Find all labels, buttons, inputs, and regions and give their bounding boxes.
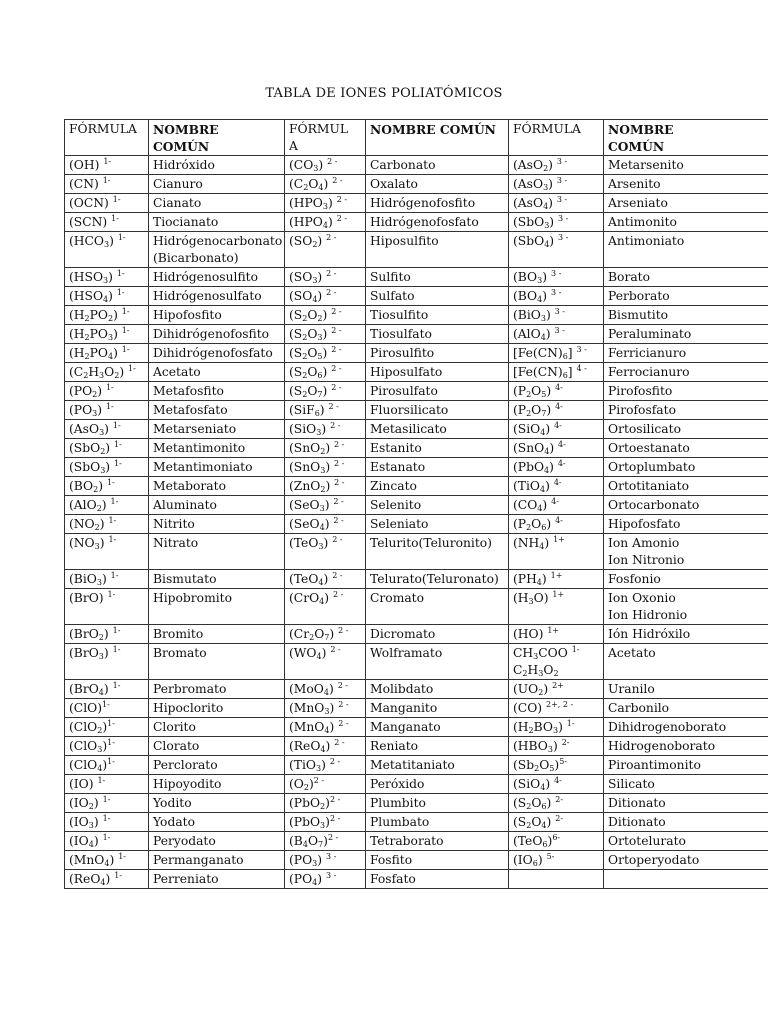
formula-cell: $(HCO_3)$ $^{1-}$: [65, 232, 149, 268]
name-cell: Hidrogenoborato: [604, 737, 768, 756]
formula-cell: $[Fe(CN)_6]$ $^{4 -}$: [509, 363, 604, 382]
formula-cell: $(S_2O_5)$ $^{2 -}$: [285, 344, 366, 363]
name-cell: Wolframato: [366, 644, 509, 680]
name-cell: Dihidrogenoborato: [604, 718, 768, 737]
table-row: [65, 287, 768, 306]
formula-cell: (SnO$_2$) $^{2 -}$: [285, 439, 366, 458]
header-row: [65, 120, 768, 156]
name-cell: Hipobromito: [149, 589, 285, 625]
name-cell: Dihidrógenofosfato: [149, 344, 285, 363]
name-cell: Hipoclorito: [149, 699, 285, 718]
header-name-3: NOMBRE COMÚN: [604, 120, 768, 156]
formula-cell: $(CO_4)$ $^{4-}$: [509, 496, 604, 515]
formula-cell: $(C_2O_4)$ $^{2 -}$: [285, 175, 366, 194]
formula-cell: $(SO_3)$ $^{2 -}$: [285, 268, 366, 287]
formula-cell: $(BO_4)$ $^{3 -}$: [509, 287, 604, 306]
formula-cell: (SiO$_3$) $^{2 -}$: [285, 420, 366, 439]
name-cell: Manganato: [366, 718, 509, 737]
formula-cell: (SbO$_3$) $^{3 -}$: [509, 213, 604, 232]
formula-cell: (BrO) $^{1-}$: [65, 589, 149, 625]
formula-cell: (AsO$_3$) $^{1-}$: [65, 420, 149, 439]
name-cell: Bismutato: [149, 570, 285, 589]
formula-cell: (ClO)$^{1-}$: [65, 699, 149, 718]
formula-cell: $(PbO_2)^{2 -}$: [285, 794, 366, 813]
formula-cell: $(ClO_3)^{1-}$: [65, 737, 149, 756]
formula-cell: (SnO$_4$) $^{4-}$: [509, 439, 604, 458]
formula-cell: (OCN) $^{1-}$: [65, 194, 149, 213]
name-cell: Yodato: [149, 813, 285, 832]
formula-cell: (BiO$_3$) $^{3 -}$: [509, 306, 604, 325]
name-cell: Metantimoniato: [149, 458, 285, 477]
formula-cell: [509, 870, 604, 889]
formula-cell: (ZnO$_2$) $^{2 -}$: [285, 477, 366, 496]
name-cell: Bismutito: [604, 306, 768, 325]
formula-cell: $(H_3O)$ $^{1+}$: [509, 589, 604, 625]
formula-cell: $(H_2PO_2)$ $^{1-}$: [65, 306, 149, 325]
name-cell: Aluminato: [149, 496, 285, 515]
name-cell: Metatitaniato: [366, 756, 509, 775]
formula-cell: $(S_2O_7)$ $^{2 -}$: [285, 382, 366, 401]
name-cell: Metarsenito: [604, 156, 768, 175]
page-title: TABLA DE IONES POLIATÓMICOS: [265, 86, 503, 101]
name-cell: Sulfato: [366, 287, 509, 306]
formula-cell: $(HSO_4)$ $^{1-}$: [65, 287, 149, 306]
table-row: [65, 458, 768, 477]
table-row: [65, 401, 768, 420]
formula-cell: $(S_2O_4)$ $^{2-}$: [509, 813, 604, 832]
name-cell: Peraluminato: [604, 325, 768, 344]
formula-cell: (OH) $^{1-}$: [65, 156, 149, 175]
name-cell: Ortocarbonato: [604, 496, 768, 515]
formula-cell: (ReO$_4$) $^{2 -}$: [285, 737, 366, 756]
table-row: [65, 496, 768, 515]
formula-cell: (HO) $^{1+}$: [509, 625, 604, 644]
formula-cell: (MnO$_3$) $^{2 -}$: [285, 699, 366, 718]
name-cell: Metantimonito: [149, 439, 285, 458]
name-cell: Ferricianuro: [604, 344, 768, 363]
formula-cell: (AsO$_4$) $^{3 -}$: [509, 194, 604, 213]
formula-cell: $(ClO_2)^{1-}$: [65, 718, 149, 737]
name-cell: Cromato: [366, 589, 509, 625]
table-row: [65, 477, 768, 496]
table-row: [65, 363, 768, 382]
name-cell: Cianuro: [149, 175, 285, 194]
name-cell: Tiosulfato: [366, 325, 509, 344]
formula-cell: (SiO$_4$) $^{4-}$: [509, 420, 604, 439]
name-cell: Acetato: [604, 644, 768, 680]
name-cell: Hipofosfito: [149, 306, 285, 325]
formula-cell: $(TeO_6)^{6-}$: [509, 832, 604, 851]
formula-cell: $(P_2O_6)$ $^{4-}$: [509, 515, 604, 534]
formula-cell: $(IO_4)$ $^{1-}$: [65, 832, 149, 851]
table-row: [65, 420, 768, 439]
formula-cell: $(SO_4)$ $^{2 -}$: [285, 287, 366, 306]
name-cell: Fosfonio: [604, 570, 768, 589]
formula-cell: $(IO_6)$ $^{5-}$: [509, 851, 604, 870]
name-cell: Selenito: [366, 496, 509, 515]
formula-cell: $(H_2BO_3)$ $^{1-}$: [509, 718, 604, 737]
formula-cell: (ReO$_4$) $^{1-}$: [65, 870, 149, 889]
formula-cell: $(PO_3)$ $^{3 -}$: [285, 851, 366, 870]
table-row: [65, 589, 768, 625]
name-cell: Hiposulfito: [366, 232, 509, 268]
name-cell: Antimonito: [604, 213, 768, 232]
header-name-1: NOMBRE COMÚN: [149, 120, 285, 156]
name-cell: Hidrógenosulfato: [149, 287, 285, 306]
table-row: [65, 832, 768, 851]
formula-cell: (CO) $^{2+, 2 -}$: [509, 699, 604, 718]
formula-cell: $(H_2PO_3)$ $^{1-}$: [65, 325, 149, 344]
formula-cell: (BrO$_4$) $^{1-}$: [65, 680, 149, 699]
name-cell: Nitrato: [149, 534, 285, 570]
name-cell: Ditionato: [604, 813, 768, 832]
table-row: [65, 718, 768, 737]
table-row: [65, 175, 768, 194]
name-cell: Ion Amonio Ion Nitronio: [604, 534, 768, 570]
name-cell: Yodito: [149, 794, 285, 813]
name-cell: Dihidrógenofosfito: [149, 325, 285, 344]
name-cell: Uranilo: [604, 680, 768, 699]
formula-cell: (AsO$_3$) $^{3 -}$: [509, 175, 604, 194]
table-row: [65, 515, 768, 534]
table-row: [65, 870, 768, 889]
formula-cell: (TeO$_3$) $^{2 -}$: [285, 534, 366, 570]
formula-cell: (BiO$_3$) $^{1-}$: [65, 570, 149, 589]
name-cell: Estanito: [366, 439, 509, 458]
name-cell: Pirosulfato: [366, 382, 509, 401]
name-cell: Ortoperyodato: [604, 851, 768, 870]
formula-cell: (TeO$_4$) $^{2 -}$: [285, 570, 366, 589]
formula-cell: $(Cr_2O_7)$ $^{2 -}$: [285, 625, 366, 644]
formula-cell: (SiO$_4$) $^{4-}$: [509, 775, 604, 794]
formula-cell: (SCN) $^{1-}$: [65, 213, 149, 232]
formula-cell: (BrO$_3$) $^{1-}$: [65, 644, 149, 680]
formula-cell: (AlO$_2$) $^{1-}$: [65, 496, 149, 515]
formula-cell: $(NH_4)$ $^{1+}$: [509, 534, 604, 570]
table-row: [65, 268, 768, 287]
header-formula-2: FÓRMUL A: [285, 120, 366, 156]
formula-cell: $(SO_2)$ $^{2 -}$: [285, 232, 366, 268]
formula-cell: $(UO_2)$ $^{2+}$: [509, 680, 604, 699]
name-cell: Permanganato: [149, 851, 285, 870]
table-row: [65, 794, 768, 813]
name-cell: Clorito: [149, 718, 285, 737]
formula-cell: $(S_2O_2)$ $^{2 -}$: [285, 306, 366, 325]
formula-cell: $(CO_3)$ $^{2 -}$: [285, 156, 366, 175]
formula-cell: (CN) $^{1-}$: [65, 175, 149, 194]
name-cell: Ortoplumbato: [604, 458, 768, 477]
table-row: [65, 439, 768, 458]
table-row: [65, 306, 768, 325]
formula-cell: (MnO$_4$) $^{1-}$: [65, 851, 149, 870]
name-cell: Nitrito: [149, 515, 285, 534]
table-row: [65, 194, 768, 213]
formula-cell: $(PO_2)$ $^{1-}$: [65, 382, 149, 401]
name-cell: Plumbato: [366, 813, 509, 832]
table-row: [65, 813, 768, 832]
formula-cell: $(Sb_2O_5)^{5-}$: [509, 756, 604, 775]
formula-cell: $(HPO_4)$ $^{2 -}$: [285, 213, 366, 232]
table-row: [65, 851, 768, 870]
name-cell: Ortotelurato: [604, 832, 768, 851]
formula-cell: $(IO_3)$ $^{1-}$: [65, 813, 149, 832]
name-cell: Fosfito: [366, 851, 509, 870]
table-row: [65, 344, 768, 363]
table-row: [65, 699, 768, 718]
header-formula-1: FÓRMULA: [65, 120, 149, 156]
formula-cell: (SbO$_4$) $^{3 -}$: [509, 232, 604, 268]
name-cell: Pirosulfito: [366, 344, 509, 363]
table-row: [65, 737, 768, 756]
formula-cell: (BrO$_2$) $^{1-}$: [65, 625, 149, 644]
name-cell: Metarseniato: [149, 420, 285, 439]
name-cell: Telurato(Teluronato): [366, 570, 509, 589]
formula-cell: (SbO$_2$) $^{1-}$: [65, 439, 149, 458]
name-cell: Ditionato: [604, 794, 768, 813]
name-cell: Acetato: [149, 363, 285, 382]
name-cell: Ortosilicato: [604, 420, 768, 439]
name-cell: Perreniato: [149, 870, 285, 889]
formula-cell: $CH_3COO$ $^{1-}$ $C_2H_3O_2$: [509, 644, 604, 680]
name-cell: Metasilicato: [366, 420, 509, 439]
name-cell: Hidrógenocarbonato (Bicarbonato): [149, 232, 285, 268]
formula-cell: $(HPO_3)$ $^{2 -}$: [285, 194, 366, 213]
formula-cell: $(PH_4)$ $^{1+}$: [509, 570, 604, 589]
formula-cell: $(PO_3)$ $^{1-}$: [65, 401, 149, 420]
table-row: [65, 570, 768, 589]
name-cell: Plumbito: [366, 794, 509, 813]
formula-cell: $(C_2H_3O_2)$ $^{1-}$: [65, 363, 149, 382]
name-cell: Peróxido: [366, 775, 509, 794]
table-row: [65, 775, 768, 794]
formula-cell: (IO) $^{1-}$: [65, 775, 149, 794]
name-cell: Tetraborato: [366, 832, 509, 851]
name-cell: Metafosfito: [149, 382, 285, 401]
formula-cell: (MnO$_4$) $^{2 -}$: [285, 718, 366, 737]
name-cell: Ión Hidróxilo: [604, 625, 768, 644]
name-cell: [604, 870, 768, 889]
formula-cell: (PbO$_4$) $^{4-}$: [509, 458, 604, 477]
formula-cell: (SeO$_4$) $^{2 -}$: [285, 515, 366, 534]
formula-cell: $(BO_2)$ $^{1-}$: [65, 477, 149, 496]
name-cell: Hipofosfato: [604, 515, 768, 534]
name-cell: Zincato: [366, 477, 509, 496]
name-cell: Oxalato: [366, 175, 509, 194]
formula-cell: $(PbO_3)^{2 -}$: [285, 813, 366, 832]
table-row: [65, 534, 768, 570]
formula-cell: $[Fe(CN)_6]$ $^{3 -}$: [509, 344, 604, 363]
name-cell: Ortoestanato: [604, 439, 768, 458]
name-cell: Silicato: [604, 775, 768, 794]
name-cell: Estanato: [366, 458, 509, 477]
name-cell: Clorato: [149, 737, 285, 756]
name-cell: Perbromato: [149, 680, 285, 699]
name-cell: Manganito: [366, 699, 509, 718]
table-row: [65, 756, 768, 775]
name-cell: Hidrógenosulfito: [149, 268, 285, 287]
name-cell: Antimoniato: [604, 232, 768, 268]
name-cell: Hidrógenofosfito: [366, 194, 509, 213]
formula-cell: $(P_2O_7)$ $^{4-}$: [509, 401, 604, 420]
header-formula-3: FÓRMULA: [509, 120, 604, 156]
name-cell: Carbonato: [366, 156, 509, 175]
formula-cell: (SiF$_6$) $^{2 -}$: [285, 401, 366, 420]
formula-cell: $(S_2O_6)$ $^{2-}$: [509, 794, 604, 813]
formula-cell: $(B_4O_7)^{2 -}$: [285, 832, 366, 851]
formula-cell: (MoO$_4$) $^{2 -}$: [285, 680, 366, 699]
name-cell: Hidróxido: [149, 156, 285, 175]
formula-cell: $(O_2)^{2 -}$: [285, 775, 366, 794]
formula-cell: (SbO$_3$) $^{1-}$: [65, 458, 149, 477]
formula-cell: $(S_2O_3)$ $^{2 -}$: [285, 325, 366, 344]
name-cell: Fluorsilicato: [366, 401, 509, 420]
table-row: [65, 382, 768, 401]
formula-cell: $(HBO_3)$ $^{2-}$: [509, 737, 604, 756]
formula-cell: (TiO$_4$) $^{4-}$: [509, 477, 604, 496]
formula-cell: $(P_2O_5)$ $^{4-}$: [509, 382, 604, 401]
formula-cell: $(NO_3)$ $^{1-}$: [65, 534, 149, 570]
name-cell: Hidrógenofosfato: [366, 213, 509, 232]
name-cell: Tiocianato: [149, 213, 285, 232]
table-row: [65, 644, 768, 680]
name-cell: Metafosfato: [149, 401, 285, 420]
name-cell: Hiposulfato: [366, 363, 509, 382]
formula-cell: $(NO_2)$ $^{1-}$: [65, 515, 149, 534]
formula-cell: $(IO_2)$ $^{1-}$: [65, 794, 149, 813]
name-cell: Ferrocianuro: [604, 363, 768, 382]
table-row: [65, 625, 768, 644]
formula-cell: $(H_2PO_4)$ $^{1-}$: [65, 344, 149, 363]
name-cell: Metaborato: [149, 477, 285, 496]
name-cell: Hipoyodito: [149, 775, 285, 794]
name-cell: Bromito: [149, 625, 285, 644]
ions-table: [64, 119, 768, 889]
name-cell: Sulfito: [366, 268, 509, 287]
name-cell: Pirofosfato: [604, 401, 768, 420]
name-cell: Arseniato: [604, 194, 768, 213]
name-cell: Perclorato: [149, 756, 285, 775]
name-cell: Tiosulfito: [366, 306, 509, 325]
name-cell: Piroantimonito: [604, 756, 768, 775]
formula-cell: (AlO$_4$) $^{3 -}$: [509, 325, 604, 344]
formula-cell: (AsO$_2$) $^{3 -}$: [509, 156, 604, 175]
name-cell: Ion Oxonio Ion Hidronio: [604, 589, 768, 625]
formula-cell: $(WO_4)$ $^{2 -}$: [285, 644, 366, 680]
name-cell: Seleniato: [366, 515, 509, 534]
name-cell: Borato: [604, 268, 768, 287]
formula-cell: (CrO$_4$) $^{2 -}$: [285, 589, 366, 625]
formula-cell: (TiO$_3$) $^{2 -}$: [285, 756, 366, 775]
name-cell: Cianato: [149, 194, 285, 213]
name-cell: Pirofosfito: [604, 382, 768, 401]
name-cell: Telurito(Teluronito): [366, 534, 509, 570]
table-row: [65, 213, 768, 232]
name-cell: Carbonilo: [604, 699, 768, 718]
formula-cell: $(BO_3)$ $^{3 -}$: [509, 268, 604, 287]
table-row: [65, 680, 768, 699]
header-name-2: NOMBRE COMÚN: [366, 120, 509, 156]
formula-cell: (SnO$_3$) $^{2 -}$: [285, 458, 366, 477]
formula-cell: $(S_2O_6)$ $^{2 -}$: [285, 363, 366, 382]
name-cell: Perborato: [604, 287, 768, 306]
formula-cell: $(PO_4)$ $^{3 -}$: [285, 870, 366, 889]
formula-cell: (SeO$_3$) $^{2 -}$: [285, 496, 366, 515]
formula-cell: $(HSO_3)$ $^{1-}$: [65, 268, 149, 287]
name-cell: Arsenito: [604, 175, 768, 194]
name-cell: Bromato: [149, 644, 285, 680]
formula-cell: $(ClO_4)^{1-}$: [65, 756, 149, 775]
name-cell: Ortotitaniato: [604, 477, 768, 496]
name-cell: Peryodato: [149, 832, 285, 851]
table-row: [65, 232, 768, 268]
name-cell: Dicromato: [366, 625, 509, 644]
table-row: [65, 325, 768, 344]
table-body: [65, 156, 768, 889]
table-row: [65, 156, 768, 175]
name-cell: Fosfato: [366, 870, 509, 889]
name-cell: Molibdato: [366, 680, 509, 699]
name-cell: Reniato: [366, 737, 509, 756]
